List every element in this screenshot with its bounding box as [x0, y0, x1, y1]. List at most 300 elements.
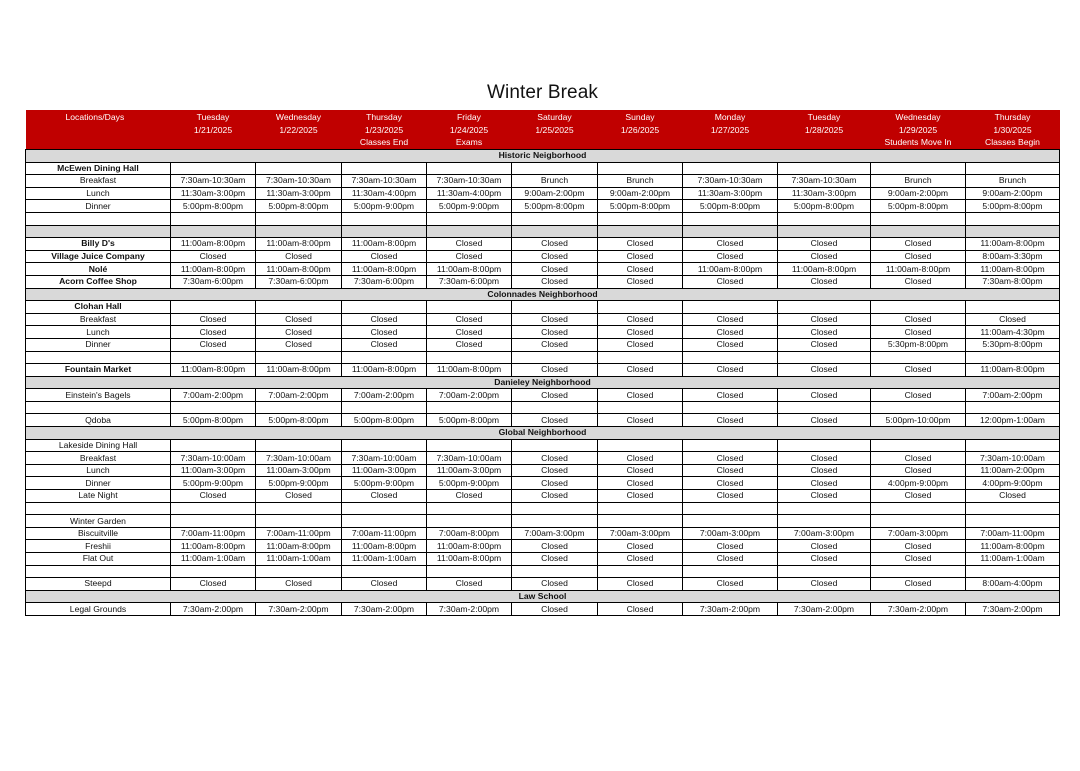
- hours-cell: Closed: [512, 389, 598, 402]
- hours-cell: 11:00am-8:00pm: [342, 364, 427, 377]
- spacer-row: [26, 565, 1060, 578]
- hours-cell: Closed: [512, 603, 598, 616]
- hours-cell: [598, 212, 683, 225]
- hours-cell: [342, 515, 427, 528]
- hours-cell: 11:30am-3:00pm: [683, 187, 778, 200]
- hours-cell: 11:00am-8:00pm: [778, 263, 871, 276]
- hours-cell: [598, 439, 683, 452]
- header-day: [778, 110, 871, 150]
- row-label: Breakfast: [26, 313, 171, 326]
- hours-cell: [427, 225, 512, 238]
- table-row: [26, 578, 1060, 591]
- hours-cell: [171, 162, 256, 175]
- hours-cell: [778, 439, 871, 452]
- header-day-note: Students Move In: [884, 137, 952, 148]
- hours-cell: [598, 401, 683, 414]
- hours-cell: 7:30am-10:30am: [256, 175, 342, 188]
- hours-cell: Closed: [171, 338, 256, 351]
- hours-cell: 5:00pm-9:00pm: [256, 477, 342, 490]
- hours-cell: 5:00pm-8:00pm: [171, 414, 256, 427]
- row-label: Qdoba: [26, 414, 171, 427]
- header-locations-days: Locations/Days: [26, 110, 171, 150]
- hours-cell: Closed: [871, 275, 966, 288]
- hours-cell: [598, 225, 683, 238]
- hours-cell: 7:00am-2:00pm: [966, 389, 1060, 402]
- hours-cell: Closed: [427, 338, 512, 351]
- header-day-date: 1/29/2025: [898, 124, 938, 135]
- table-row: [26, 452, 1060, 465]
- hours-cell: 7:00am-2:00pm: [256, 389, 342, 402]
- hours-cell: Closed: [342, 490, 427, 503]
- hours-cell: [256, 162, 342, 175]
- hours-cell: Closed: [598, 263, 683, 276]
- hours-cell: [342, 162, 427, 175]
- hours-cell: 8:00am-4:00pm: [966, 578, 1060, 591]
- hours-cell: [871, 301, 966, 314]
- hours-cell: Closed: [683, 578, 778, 591]
- hours-cell: Closed: [778, 238, 871, 251]
- hours-cell: [871, 515, 966, 528]
- hours-cell: Closed: [598, 326, 683, 339]
- header-day-date: 1/25/2025: [535, 124, 574, 135]
- spacer-row: [26, 401, 1060, 414]
- hours-cell: [512, 565, 598, 578]
- hours-cell: Closed: [512, 452, 598, 465]
- hours-cell: 7:00am-8:00pm: [427, 527, 512, 540]
- hours-cell: Brunch: [966, 175, 1060, 188]
- hours-cell: 7:30am-6:00pm: [342, 275, 427, 288]
- header-day-note: Exams: [455, 137, 483, 148]
- schedule-table: [25, 110, 1060, 616]
- hours-cell: [778, 565, 871, 578]
- header-day: [512, 110, 598, 150]
- hours-cell: Closed: [871, 250, 966, 263]
- hours-cell: 7:30am-10:00am: [966, 452, 1060, 465]
- hours-cell: [427, 351, 512, 364]
- header-day-day: Tuesday: [196, 112, 230, 122]
- hours-cell: 11:00am-3:00pm: [427, 464, 512, 477]
- hours-cell: [171, 565, 256, 578]
- table-row: [26, 490, 1060, 503]
- hours-cell: Closed: [598, 477, 683, 490]
- spacer-row: [26, 225, 1060, 238]
- section-label: Global Neighborhood: [26, 427, 1060, 440]
- header-day-date: 1/21/2025: [193, 124, 233, 135]
- hours-cell: [427, 401, 512, 414]
- hours-cell: [512, 162, 598, 175]
- spacer-row: [26, 212, 1060, 225]
- hours-cell: [427, 301, 512, 314]
- hours-cell: Closed: [871, 464, 966, 477]
- row-label: McEwen Dining Hall: [26, 162, 171, 175]
- hours-cell: Closed: [778, 414, 871, 427]
- hours-cell: 5:00pm-8:00pm: [342, 414, 427, 427]
- hours-cell: [171, 212, 256, 225]
- hours-cell: [342, 401, 427, 414]
- hours-cell: Closed: [512, 414, 598, 427]
- hours-cell: 9:00am-2:00pm: [598, 187, 683, 200]
- hours-cell: Closed: [512, 553, 598, 566]
- hours-cell: 11:00am-8:00pm: [342, 263, 427, 276]
- hours-cell: Closed: [683, 338, 778, 351]
- hours-cell: [683, 515, 778, 528]
- hours-cell: 7:30am-10:00am: [171, 452, 256, 465]
- hours-cell: 11:00am-8:00pm: [427, 553, 512, 566]
- hours-cell: [427, 565, 512, 578]
- hours-cell: 7:30am-10:30am: [778, 175, 871, 188]
- header-day-day: Saturday: [537, 112, 572, 122]
- page-title: Winter Break: [486, 82, 598, 103]
- hours-cell: Closed: [256, 578, 342, 591]
- hours-cell: [598, 162, 683, 175]
- hours-cell: Closed: [683, 490, 778, 503]
- section-label: Danieley Neighborhood: [26, 376, 1060, 389]
- hours-cell: [871, 401, 966, 414]
- table-row: [26, 187, 1060, 200]
- hours-cell: 5:00pm-8:00pm: [512, 200, 598, 213]
- hours-cell: Closed: [871, 490, 966, 503]
- header-day: [871, 110, 966, 150]
- hours-cell: [683, 401, 778, 414]
- hours-cell: Brunch: [512, 175, 598, 188]
- hours-cell: [683, 439, 778, 452]
- row-label: [26, 212, 171, 225]
- hours-cell: 11:00am-8:00pm: [256, 238, 342, 251]
- table-row: [26, 275, 1060, 288]
- schedule-body: [26, 150, 1060, 616]
- hours-cell: Closed: [683, 389, 778, 402]
- hours-cell: 11:00am-8:00pm: [966, 263, 1060, 276]
- hours-cell: Closed: [512, 238, 598, 251]
- table-row: [26, 338, 1060, 351]
- hours-cell: [966, 439, 1060, 452]
- section-row: [26, 427, 1060, 440]
- hours-cell: [871, 162, 966, 175]
- header-day-note: [779, 136, 870, 149]
- hours-cell: 11:00am-8:00pm: [171, 540, 256, 553]
- hours-cell: 5:00pm-8:00pm: [871, 200, 966, 213]
- location-row: [26, 301, 1060, 314]
- hours-cell: 11:00am-8:00pm: [427, 364, 512, 377]
- hours-cell: [427, 515, 512, 528]
- hours-cell: [512, 502, 598, 515]
- header-row: [26, 110, 1060, 150]
- hours-cell: 11:00am-8:00pm: [966, 540, 1060, 553]
- hours-cell: Closed: [427, 313, 512, 326]
- hours-cell: [512, 351, 598, 364]
- hours-cell: 11:30am-3:00pm: [256, 187, 342, 200]
- hours-cell: 7:30am-10:00am: [427, 452, 512, 465]
- header-day-day: Tuesday: [807, 112, 841, 122]
- row-label: Village Juice Company: [26, 250, 171, 263]
- hours-cell: [966, 565, 1060, 578]
- hours-cell: [256, 515, 342, 528]
- location-row: [26, 515, 1060, 528]
- hours-cell: 5:00pm-9:00pm: [171, 477, 256, 490]
- hours-cell: Closed: [598, 364, 683, 377]
- table-row: [26, 603, 1060, 616]
- hours-cell: [683, 162, 778, 175]
- row-label: [26, 351, 171, 364]
- hours-cell: 8:00am-3:30pm: [966, 250, 1060, 263]
- hours-cell: [871, 212, 966, 225]
- hours-cell: Closed: [683, 553, 778, 566]
- header-day: [342, 110, 427, 150]
- hours-cell: 9:00am-2:00pm: [966, 187, 1060, 200]
- hours-cell: 11:00am-3:00pm: [171, 464, 256, 477]
- row-label: [26, 401, 171, 414]
- hours-cell: Closed: [512, 275, 598, 288]
- header-day: [256, 110, 342, 150]
- hours-cell: [966, 401, 1060, 414]
- row-label: Winter Garden: [26, 515, 171, 528]
- hours-cell: [778, 515, 871, 528]
- hours-cell: 7:30am-10:30am: [427, 175, 512, 188]
- hours-cell: Closed: [683, 477, 778, 490]
- row-label: Biscuitville: [26, 527, 171, 540]
- section-label: Historic Neigborhood: [26, 150, 1060, 163]
- hours-cell: [512, 212, 598, 225]
- hours-cell: [778, 351, 871, 364]
- hours-cell: Closed: [427, 238, 512, 251]
- hours-cell: [966, 502, 1060, 515]
- hours-cell: [171, 515, 256, 528]
- hours-cell: Closed: [778, 490, 871, 503]
- hours-cell: Closed: [598, 250, 683, 263]
- hours-cell: 9:00am-2:00pm: [871, 187, 966, 200]
- row-label: Legal Grounds: [26, 603, 171, 616]
- hours-cell: Closed: [598, 275, 683, 288]
- hours-cell: 11:00am-8:00pm: [427, 540, 512, 553]
- table-row: [26, 364, 1060, 377]
- hours-cell: Closed: [512, 477, 598, 490]
- header-day-note: [172, 136, 255, 149]
- hours-cell: Closed: [171, 490, 256, 503]
- hours-cell: 11:30am-3:00pm: [171, 187, 256, 200]
- hours-cell: 7:30am-2:00pm: [778, 603, 871, 616]
- section-row: [26, 376, 1060, 389]
- hours-cell: Closed: [683, 275, 778, 288]
- hours-cell: 11:00am-8:00pm: [427, 263, 512, 276]
- hours-cell: 5:30pm-8:00pm: [871, 338, 966, 351]
- header-day: [427, 110, 512, 150]
- table-row: [26, 414, 1060, 427]
- hours-cell: 5:00pm-8:00pm: [256, 200, 342, 213]
- hours-cell: [342, 439, 427, 452]
- hours-cell: 5:00pm-8:00pm: [598, 200, 683, 213]
- section-row: [26, 288, 1060, 301]
- hours-cell: Closed: [778, 364, 871, 377]
- hours-cell: [598, 502, 683, 515]
- hours-cell: 7:00am-3:00pm: [778, 527, 871, 540]
- hours-cell: [778, 301, 871, 314]
- section-label: Law School: [26, 590, 1060, 603]
- hours-cell: Closed: [683, 464, 778, 477]
- header-day-date: 1/28/2025: [804, 124, 844, 135]
- hours-cell: Closed: [683, 326, 778, 339]
- hours-cell: Closed: [171, 578, 256, 591]
- hours-cell: [427, 439, 512, 452]
- hours-cell: 11:00am-1:00am: [171, 553, 256, 566]
- hours-cell: 7:00am-2:00pm: [427, 389, 512, 402]
- hours-cell: 7:00am-2:00pm: [342, 389, 427, 402]
- row-label: Dinner: [26, 477, 171, 490]
- hours-cell: Closed: [778, 464, 871, 477]
- hours-cell: Closed: [778, 540, 871, 553]
- row-label: Clohan Hall: [26, 301, 171, 314]
- hours-cell: 11:00am-8:00pm: [256, 540, 342, 553]
- hours-cell: 7:00am-3:00pm: [512, 527, 598, 540]
- hours-cell: 11:00am-8:00pm: [256, 263, 342, 276]
- hours-cell: 7:00am-3:00pm: [598, 527, 683, 540]
- hours-cell: Closed: [512, 540, 598, 553]
- hours-cell: 11:00am-1:00am: [256, 553, 342, 566]
- hours-cell: [256, 502, 342, 515]
- hours-cell: Closed: [256, 490, 342, 503]
- hours-cell: Closed: [683, 452, 778, 465]
- hours-cell: 11:00am-8:00pm: [171, 364, 256, 377]
- hours-cell: 7:30am-6:00pm: [171, 275, 256, 288]
- hours-cell: Closed: [512, 364, 598, 377]
- hours-cell: [778, 401, 871, 414]
- hours-cell: [342, 212, 427, 225]
- hours-cell: Closed: [683, 250, 778, 263]
- hours-cell: Closed: [778, 250, 871, 263]
- hours-cell: 7:30am-2:00pm: [171, 603, 256, 616]
- hours-cell: Closed: [512, 464, 598, 477]
- hours-cell: Closed: [512, 326, 598, 339]
- hours-cell: 7:30am-10:30am: [683, 175, 778, 188]
- row-label: Fountain Market: [26, 364, 171, 377]
- hours-cell: Closed: [778, 338, 871, 351]
- hours-cell: [171, 439, 256, 452]
- hours-cell: 11:00am-8:00pm: [966, 364, 1060, 377]
- hours-cell: [342, 565, 427, 578]
- hours-cell: [342, 301, 427, 314]
- hours-cell: [778, 502, 871, 515]
- hours-cell: [342, 351, 427, 364]
- hours-cell: 11:00am-3:00pm: [256, 464, 342, 477]
- hours-cell: [512, 439, 598, 452]
- hours-cell: 7:30am-2:00pm: [683, 603, 778, 616]
- hours-cell: 7:30am-2:00pm: [256, 603, 342, 616]
- hours-cell: 11:00am-8:00pm: [966, 238, 1060, 251]
- hours-cell: Closed: [683, 313, 778, 326]
- hours-cell: Closed: [598, 238, 683, 251]
- header-day-day: Thursday: [994, 112, 1031, 122]
- table-row: [26, 250, 1060, 263]
- hours-cell: 7:00am-3:00pm: [683, 527, 778, 540]
- row-label: Dinner: [26, 200, 171, 213]
- hours-cell: 7:30am-8:00pm: [966, 275, 1060, 288]
- hours-cell: Closed: [427, 578, 512, 591]
- hours-cell: 4:00pm-9:00pm: [871, 477, 966, 490]
- row-label: [26, 502, 171, 515]
- hours-cell: [256, 212, 342, 225]
- hours-cell: [966, 212, 1060, 225]
- hours-cell: [683, 212, 778, 225]
- hours-cell: Closed: [342, 338, 427, 351]
- row-label: [26, 565, 171, 578]
- hours-cell: 5:30pm-8:00pm: [966, 338, 1060, 351]
- hours-cell: 11:00am-1:00am: [342, 553, 427, 566]
- header-day-date: 1/27/2025: [710, 124, 750, 135]
- hours-cell: 7:30am-10:00am: [342, 452, 427, 465]
- row-label: Lunch: [26, 326, 171, 339]
- header-day-note: Classes Begin: [985, 137, 1040, 148]
- hours-cell: 11:00am-8:00pm: [683, 263, 778, 276]
- hours-cell: Closed: [871, 389, 966, 402]
- row-label: Flat Out: [26, 553, 171, 566]
- hours-cell: Closed: [871, 578, 966, 591]
- table-row: [26, 175, 1060, 188]
- hours-cell: [871, 351, 966, 364]
- hours-cell: Closed: [427, 326, 512, 339]
- hours-cell: [256, 565, 342, 578]
- hours-cell: 11:00am-8:00pm: [342, 238, 427, 251]
- hours-cell: 7:30am-2:00pm: [871, 603, 966, 616]
- hours-cell: Closed: [512, 313, 598, 326]
- hours-cell: [966, 301, 1060, 314]
- hours-cell: Closed: [598, 389, 683, 402]
- hours-cell: Closed: [778, 452, 871, 465]
- hours-cell: Closed: [342, 250, 427, 263]
- hours-cell: [512, 515, 598, 528]
- hours-cell: Closed: [171, 326, 256, 339]
- hours-cell: [171, 301, 256, 314]
- hours-cell: Closed: [598, 603, 683, 616]
- hours-cell: 5:00pm-9:00pm: [427, 200, 512, 213]
- row-label: Acorn Coffee Shop: [26, 275, 171, 288]
- hours-cell: 7:30am-2:00pm: [427, 603, 512, 616]
- hours-cell: [171, 225, 256, 238]
- header-day: [171, 110, 256, 150]
- header-day: [966, 110, 1060, 150]
- hours-cell: 5:00pm-9:00pm: [342, 200, 427, 213]
- header-day-day: Monday: [714, 112, 746, 122]
- location-row: [26, 162, 1060, 175]
- hours-cell: [342, 225, 427, 238]
- hours-cell: 11:00am-3:00pm: [342, 464, 427, 477]
- hours-cell: Closed: [598, 490, 683, 503]
- header-day-day: Wednesday: [275, 112, 322, 122]
- table-row: [26, 464, 1060, 477]
- hours-cell: Closed: [598, 338, 683, 351]
- hours-cell: [871, 225, 966, 238]
- hours-cell: Closed: [966, 490, 1060, 503]
- row-label: Freshii: [26, 540, 171, 553]
- hours-cell: 7:30am-10:30am: [171, 175, 256, 188]
- row-label: [26, 225, 171, 238]
- hours-cell: 7:00am-11:00pm: [256, 527, 342, 540]
- hours-cell: 5:00pm-9:00pm: [342, 477, 427, 490]
- hours-cell: 11:00am-2:00pm: [966, 464, 1060, 477]
- hours-cell: [256, 351, 342, 364]
- hours-cell: Closed: [683, 364, 778, 377]
- hours-cell: Closed: [171, 250, 256, 263]
- hours-cell: Closed: [171, 313, 256, 326]
- header-day-day: Friday: [457, 112, 481, 122]
- table-row: [26, 238, 1060, 251]
- header-day: [683, 110, 778, 150]
- hours-cell: Closed: [683, 540, 778, 553]
- section-row: [26, 150, 1060, 163]
- hours-cell: Closed: [778, 275, 871, 288]
- table-row: [26, 313, 1060, 326]
- hours-cell: Closed: [512, 578, 598, 591]
- header-day-date: 1/24/2025: [449, 124, 489, 135]
- hours-cell: [427, 162, 512, 175]
